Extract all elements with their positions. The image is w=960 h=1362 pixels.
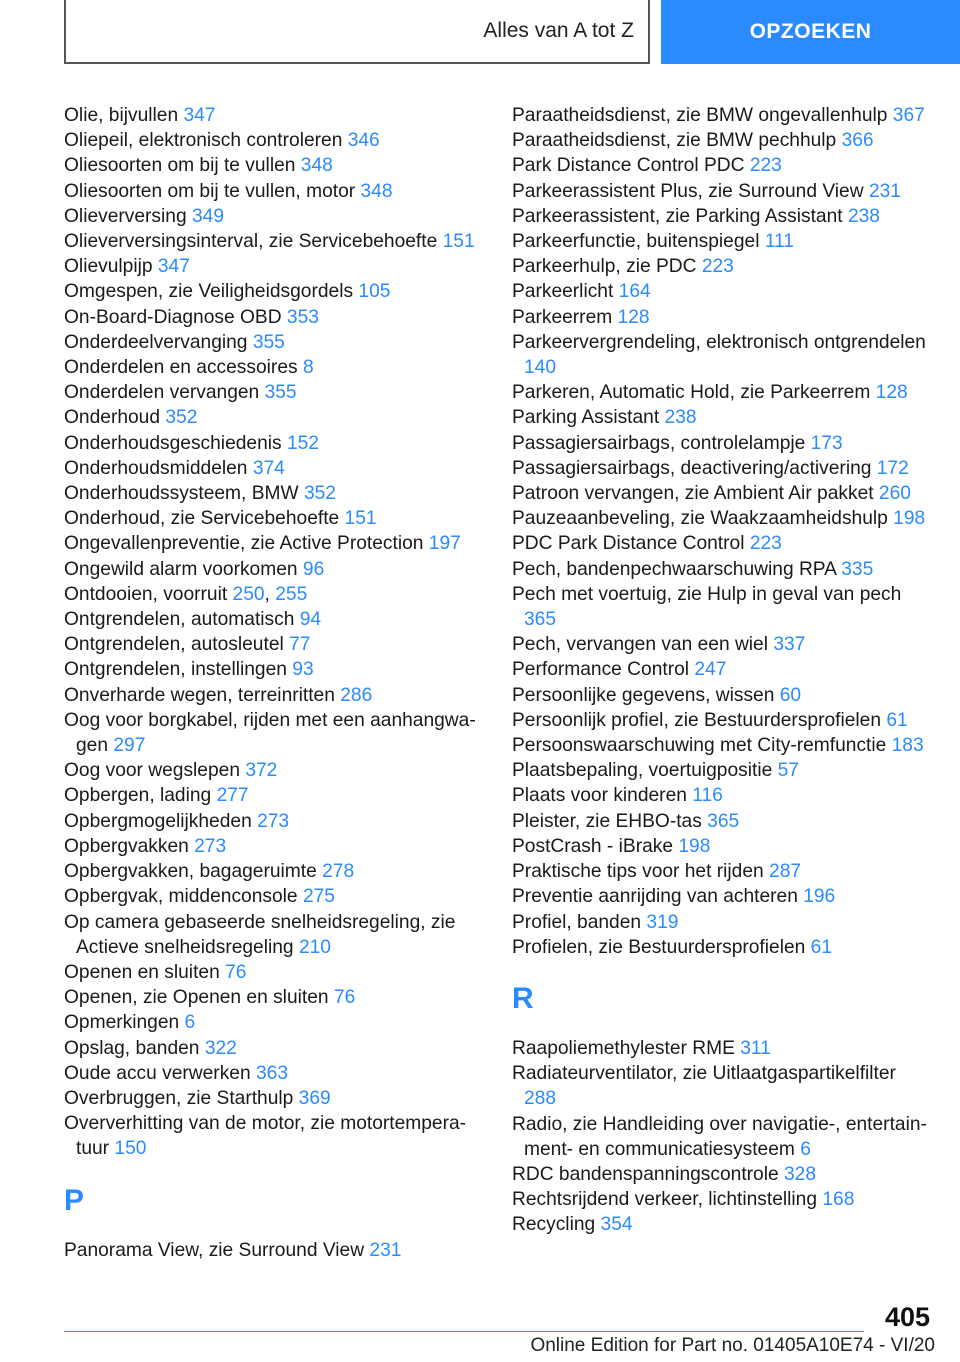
page-reference-link[interactable]: 348 bbox=[300, 155, 333, 177]
index-term: Openen, zie Openen en sluiten bbox=[64, 987, 329, 1009]
index-term: Paraatheidsdienst, zie BMW ongevallenhulp bbox=[512, 105, 888, 126]
page-reference-link[interactable]: 210 bbox=[298, 936, 331, 958]
index-term: Overbruggen, zie Starthulp bbox=[64, 1087, 294, 1109]
index-term: Onderdeelvervanging bbox=[64, 331, 248, 353]
index-term: Performance Control bbox=[512, 659, 690, 681]
index-term: Opmerkingen bbox=[64, 1012, 180, 1034]
page-reference-link[interactable]: 365 bbox=[524, 609, 557, 631]
page-reference-link[interactable]: 77 bbox=[289, 634, 311, 656]
page-reference-link[interactable]: 93 bbox=[292, 659, 314, 681]
index-entry bbox=[512, 456, 932, 481]
index-entry bbox=[512, 935, 932, 960]
page-reference-link[interactable]: 173 bbox=[810, 432, 843, 454]
index-term: Persoonswaarschuwing met City-remfunctie bbox=[512, 735, 887, 757]
index-entry bbox=[64, 607, 484, 632]
index-entry bbox=[64, 1061, 484, 1086]
index-letter-heading: P bbox=[64, 1183, 85, 1217]
index-entry bbox=[64, 985, 484, 1010]
page-reference-link[interactable]: 353 bbox=[286, 306, 319, 328]
index-term: Openen en sluiten bbox=[64, 961, 220, 983]
page-reference-link[interactable]: 347 bbox=[183, 105, 216, 126]
index-entry bbox=[512, 758, 932, 783]
index-term: Pech, vervangen van een wiel bbox=[512, 634, 768, 656]
index-term: Omgespen, zie Veiligheidsgordels bbox=[64, 281, 354, 303]
index-term: On-Board-Diagnose OBD bbox=[64, 306, 282, 328]
index-term: Onverharde wegen, terreinritten bbox=[64, 684, 335, 706]
index-entry bbox=[512, 557, 932, 582]
page-reference-link[interactable]: 151 bbox=[344, 508, 377, 530]
index-entry bbox=[512, 405, 932, 430]
index-entry bbox=[512, 103, 932, 128]
index-entry bbox=[64, 128, 484, 153]
page-reference-link[interactable]: 128 bbox=[617, 306, 650, 328]
index-term: Oververhitting van de motor, zie motortemperatuur bbox=[64, 1113, 467, 1160]
page-reference-link[interactable]: 223 bbox=[749, 155, 782, 177]
index-term: Onderhoudssysteem, BMW bbox=[64, 483, 299, 505]
index-entry bbox=[512, 910, 932, 935]
index-entry bbox=[64, 834, 484, 859]
index-term: Opbergvakken, bagageruimte bbox=[64, 861, 317, 883]
page-reference-link[interactable]: 278 bbox=[322, 861, 355, 883]
index-term: PDC Park Distance Control bbox=[512, 533, 745, 555]
page-reference-link[interactable]: 94 bbox=[299, 609, 322, 631]
page-reference-link[interactable]: 238 bbox=[847, 205, 880, 227]
page-reference-link[interactable]: 60 bbox=[779, 684, 802, 706]
page-reference-link[interactable]: 76 bbox=[333, 987, 356, 1009]
page-reference-link[interactable]: 275 bbox=[302, 886, 335, 908]
index-letter-heading: R bbox=[512, 981, 534, 1015]
index-term: Opbergvak, middenconsole bbox=[64, 886, 298, 908]
page-reference-link[interactable]: 8 bbox=[302, 357, 314, 379]
page-reference-link[interactable]: 346 bbox=[347, 130, 380, 152]
index-term: Ongewild alarm voorkomen bbox=[64, 558, 298, 580]
index-term: Pauzeaanbeveling, zie Waakzaamheidshulp bbox=[512, 508, 888, 530]
index-entry bbox=[512, 128, 932, 153]
page-reference-link[interactable]: 238 bbox=[664, 407, 697, 429]
index-term: Plaats voor kinderen bbox=[512, 785, 687, 807]
index-term: Oog voor borgkabel, rijden met een aanhangwagen bbox=[64, 709, 476, 757]
page-reference-link[interactable]: 105 bbox=[358, 281, 391, 303]
index-term: Olie, bijvullen bbox=[64, 105, 179, 126]
index-entry bbox=[64, 1086, 484, 1111]
page-reference-link[interactable]: 151 bbox=[442, 231, 475, 253]
index-entry bbox=[64, 783, 484, 808]
page-reference-link[interactable]: 355 bbox=[252, 331, 285, 353]
index-term: Pech met voertuig, zie Hulp in geval van pech bbox=[512, 583, 902, 605]
index-term: Oude accu verwerken bbox=[64, 1062, 251, 1084]
index-entry bbox=[64, 1036, 484, 1061]
index-entry bbox=[512, 506, 932, 531]
index-term: Parkeerrem bbox=[512, 306, 613, 328]
index-entry bbox=[512, 204, 932, 229]
page-reference-link[interactable]: 335 bbox=[841, 558, 874, 580]
page-reference-link[interactable]: 287 bbox=[769, 861, 802, 883]
footer-divider bbox=[64, 1331, 864, 1332]
index-entry bbox=[512, 153, 932, 178]
page-reference-link[interactable]: 111 bbox=[764, 231, 794, 253]
index-entry bbox=[64, 305, 484, 330]
index-entry bbox=[512, 481, 932, 506]
index-term: Passagiersairbags, deactivering/activering bbox=[512, 457, 872, 479]
page-reference-link[interactable]: 196 bbox=[803, 886, 836, 908]
index-term: Opbergvakken bbox=[64, 835, 189, 857]
page-reference-link[interactable]: 260 bbox=[878, 483, 911, 505]
index-entry bbox=[512, 1112, 932, 1162]
index-entry bbox=[512, 1061, 932, 1111]
index-entry bbox=[512, 279, 932, 304]
section-tab[interactable] bbox=[64, 0, 650, 64]
search-button-label: OPZOEKEN bbox=[749, 20, 872, 43]
index-entry bbox=[512, 229, 932, 254]
index-term: Ontgrendelen, autosleutel bbox=[64, 634, 284, 656]
page-number: 405 bbox=[884, 1302, 930, 1332]
index-entry bbox=[512, 632, 932, 657]
index-entry bbox=[64, 254, 484, 279]
index-term: Panorama View, zie Surround View bbox=[64, 1239, 365, 1261]
page-reference-link[interactable]: 250 bbox=[232, 583, 265, 605]
page-reference-link[interactable]: 198 bbox=[678, 835, 711, 857]
index-term: Ontgrendelen, automatisch bbox=[64, 609, 295, 631]
index-term: Onderhoudsmiddelen bbox=[64, 457, 248, 479]
index-term: Opbergen, lading bbox=[64, 785, 212, 807]
page-reference-link[interactable]: 140 bbox=[524, 357, 557, 379]
page-reference-link[interactable]: 172 bbox=[876, 457, 909, 479]
edition-text: Online Edition for Part no. 01405A10E74 - VI/20 bbox=[530, 1335, 935, 1356]
index-column-left bbox=[64, 103, 484, 1263]
index-entry bbox=[512, 1187, 932, 1212]
index-entry bbox=[512, 1162, 932, 1187]
page-reference-link[interactable]: 183 bbox=[891, 735, 924, 757]
index-term: Olieverversing bbox=[64, 205, 187, 227]
index-term: Onderhoud, zie Servicebehoefte bbox=[64, 508, 340, 530]
index-entry bbox=[64, 859, 484, 884]
index-term: Profielen, zie Bestuurdersprofielen bbox=[512, 936, 806, 958]
index-term: Persoonlijke gegevens, wissen bbox=[512, 684, 775, 706]
index-term: Oliesoorten om bij te vullen, motor bbox=[64, 180, 356, 202]
page-reference-link[interactable]: 197 bbox=[428, 533, 461, 555]
page-reference-link[interactable]: 57 bbox=[777, 760, 799, 782]
page-reference-link[interactable]: 367 bbox=[892, 105, 925, 126]
index-term: Parkeervergrendeling, elektronisch ontgrendelen bbox=[512, 331, 926, 353]
page-reference-link[interactable]: 61 bbox=[810, 936, 832, 958]
index-term: Opbergmogelijkheden bbox=[64, 810, 252, 832]
index-term: Pleister, zie EHBO-tas bbox=[512, 810, 702, 832]
index-term: Olieverversingsinterval, zie Servicebehoefte bbox=[64, 231, 438, 253]
page-reference-link[interactable]: 352 bbox=[165, 407, 198, 429]
page-reference-link[interactable]: 311 bbox=[740, 1037, 771, 1059]
index-entry bbox=[64, 456, 484, 481]
index-entry bbox=[64, 758, 484, 783]
index-entry bbox=[512, 884, 932, 909]
index-term: Profiel, banden bbox=[512, 911, 642, 933]
index-term: Olievulpijp bbox=[64, 256, 153, 278]
index-term: Plaatsbepaling, voertuigpositie bbox=[512, 760, 773, 782]
page-reference-link[interactable]: 231 bbox=[868, 180, 901, 202]
index-entry bbox=[512, 531, 932, 556]
page-reference-link[interactable]: 273 bbox=[194, 835, 227, 857]
index-entry bbox=[512, 1036, 932, 1061]
index-entry bbox=[64, 632, 484, 657]
index-term: Onderhoud bbox=[64, 407, 161, 429]
index-term: Oliesoorten om bij te vullen bbox=[64, 155, 296, 177]
page-reference-link[interactable]: 347 bbox=[157, 256, 190, 278]
index-entry bbox=[512, 305, 932, 330]
index-entry bbox=[64, 103, 484, 128]
page-reference-link[interactable]: 247 bbox=[694, 659, 727, 681]
index-term: Radiateurventilator, zie Uitlaatgaspartikelfilter bbox=[512, 1063, 896, 1085]
index-term: Parkeerlicht bbox=[512, 281, 614, 303]
index-column-right bbox=[512, 103, 932, 1238]
page-reference-link[interactable]: 297 bbox=[113, 735, 146, 757]
page-reference-link[interactable]: 372 bbox=[245, 760, 278, 782]
index-entry bbox=[64, 1111, 484, 1161]
index-entry bbox=[512, 683, 932, 708]
index-term: Ongevallenpreventie, zie Active Protection bbox=[64, 533, 424, 555]
page-reference-link[interactable]: 322 bbox=[204, 1037, 237, 1059]
index-term: Parkeren, Automatic Hold, zie Parkeerrem bbox=[512, 382, 871, 404]
page-reference-link[interactable]: 363 bbox=[255, 1062, 288, 1084]
index-term: Radio, zie Handleiding over navigatie-, entertainment- en communicatiesysteem bbox=[512, 1113, 927, 1160]
index-entry bbox=[64, 884, 484, 909]
index-term: Onderhoudsgeschiedenis bbox=[64, 432, 282, 454]
index-entry bbox=[64, 330, 484, 355]
index-entry bbox=[64, 431, 484, 456]
index-entry bbox=[64, 708, 484, 758]
page-reference-link[interactable]: 6 bbox=[184, 1012, 196, 1034]
index-entry bbox=[64, 531, 484, 556]
index-entry bbox=[512, 733, 932, 758]
index-term: Passagiersairbags, controlelampje bbox=[512, 432, 806, 454]
index-entry bbox=[512, 330, 932, 380]
index-term: Opslag, banden bbox=[64, 1037, 200, 1059]
index-entry bbox=[512, 708, 932, 733]
page-reference-link[interactable]: 349 bbox=[191, 205, 224, 227]
index-term: Parkeerhulp, zie PDC bbox=[512, 256, 697, 278]
index-term: Pech, bandenpechwaarschuwing RPA bbox=[512, 558, 836, 580]
index-entry bbox=[512, 1212, 932, 1237]
index-entry bbox=[64, 153, 484, 178]
page-reference-link[interactable]: 328 bbox=[784, 1163, 817, 1185]
page-reference-link[interactable]: 150 bbox=[114, 1138, 147, 1160]
page-reference-link[interactable]: 366 bbox=[841, 130, 874, 152]
index-entry bbox=[512, 380, 932, 405]
index-term: Raapoliemethylester RME bbox=[512, 1037, 735, 1059]
page-reference-link[interactable]: 96 bbox=[302, 558, 325, 580]
page-reference-link[interactable]: 365 bbox=[707, 810, 740, 832]
page-reference-link[interactable]: 319 bbox=[646, 911, 679, 933]
page-reference-link[interactable]: 61 bbox=[886, 709, 908, 731]
search-button[interactable] bbox=[661, 0, 960, 64]
page-reference-link[interactable]: 354 bbox=[600, 1214, 633, 1236]
index-entry bbox=[64, 657, 484, 682]
index-term: Onderdelen vervangen bbox=[64, 382, 260, 404]
index-term: RDC bandenspanningscontrole bbox=[512, 1163, 779, 1185]
index-entry bbox=[512, 859, 932, 884]
index-term: Oliepeil, elektronisch controleren bbox=[64, 130, 343, 152]
page-reference-link[interactable]: 337 bbox=[773, 634, 806, 656]
index-term: Parkeerfunctie, buitenspiegel bbox=[512, 231, 760, 253]
page-reference-link[interactable]: 273 bbox=[257, 810, 290, 832]
index-entry bbox=[64, 380, 484, 405]
index-term: Ontdooien, voorruit bbox=[64, 583, 228, 605]
index-entry bbox=[64, 179, 484, 204]
page-reference-link[interactable]: 352 bbox=[303, 483, 336, 505]
page-reference-link[interactable]: 355 bbox=[264, 382, 297, 404]
index-term: Praktische tips voor het rijden bbox=[512, 861, 764, 883]
index-term: Ontgrendelen, instellingen bbox=[64, 659, 287, 681]
page-reference-link[interactable]: 168 bbox=[822, 1189, 855, 1211]
index-entry bbox=[64, 809, 484, 834]
index-entry bbox=[64, 506, 484, 531]
page-reference-link[interactable]: 288 bbox=[524, 1088, 557, 1110]
index-term: PostCrash - iBrake bbox=[512, 835, 674, 857]
page-reference-link[interactable]: 348 bbox=[360, 180, 393, 202]
index-entry bbox=[64, 683, 484, 708]
page-reference-link[interactable]: 152 bbox=[286, 432, 319, 454]
index-term: Preventie aanrijding van achteren bbox=[512, 886, 798, 908]
page-reference-link[interactable]: 277 bbox=[216, 785, 249, 807]
page-reference-link[interactable]: 369 bbox=[298, 1087, 331, 1109]
index-entry bbox=[64, 204, 484, 229]
index-term: Persoonlijk profiel, zie Bestuurdersprofielen bbox=[512, 709, 882, 731]
index-entry bbox=[64, 229, 484, 254]
page-reference-link[interactable]: 286 bbox=[340, 684, 373, 706]
index-term: Rechtsrijdend verkeer, lichtinstelling bbox=[512, 1189, 818, 1211]
index-entry bbox=[512, 179, 932, 204]
page-reference-link[interactable]: 374 bbox=[252, 457, 285, 479]
index-term: Patroon vervangen, zie Ambient Air pakket bbox=[512, 483, 874, 505]
index-entry bbox=[64, 355, 484, 380]
page-reference-link[interactable]: 128 bbox=[875, 382, 908, 404]
page-reference-link[interactable]: 116 bbox=[692, 785, 723, 807]
index-term: Onderdelen en accessoires bbox=[64, 357, 298, 379]
index-term: Parking Assistant bbox=[512, 407, 660, 429]
page-reference-link[interactable]: 231 bbox=[369, 1239, 402, 1261]
index-entry bbox=[512, 834, 932, 859]
section-tab-label: Alles van A tot Z bbox=[483, 19, 634, 42]
index-entry bbox=[512, 657, 932, 682]
index-entry bbox=[64, 1238, 484, 1263]
page-reference-link[interactable]: 6 bbox=[800, 1138, 811, 1160]
index-entry bbox=[64, 279, 484, 304]
page-reference-link[interactable]: 164 bbox=[618, 281, 651, 303]
index-entry bbox=[512, 809, 932, 834]
index-entry bbox=[64, 960, 484, 985]
index-entry bbox=[512, 431, 932, 456]
index-term: Paraatheidsdienst, zie BMW pechhulp bbox=[512, 130, 837, 152]
index-term: Op camera gebaseerde snelheidsregeling, zie Actieve snelheidsregeling bbox=[64, 911, 456, 958]
index-entry bbox=[64, 910, 484, 960]
page-reference-link[interactable]: 223 bbox=[701, 256, 734, 278]
page-reference-link[interactable]: 223 bbox=[749, 533, 782, 555]
index-entry bbox=[512, 783, 932, 808]
index-term: Park Distance Control PDC bbox=[512, 155, 745, 177]
page-reference-link[interactable]: 255 bbox=[275, 583, 308, 605]
index-entry: Ontdooien, voorruit 250, 255 bbox=[64, 583, 308, 605]
index-entry bbox=[64, 1010, 484, 1035]
index-term: Parkeerassistent, zie Parking Assistant bbox=[512, 205, 843, 227]
index-term: Parkeerassistent Plus, zie Surround View bbox=[512, 180, 864, 202]
index-term: Oog voor wegslepen bbox=[64, 760, 240, 782]
index-entry bbox=[64, 405, 484, 430]
index-entry bbox=[512, 582, 932, 632]
index-entry bbox=[64, 481, 484, 506]
index-term: Recycling bbox=[512, 1214, 596, 1236]
index-entry bbox=[512, 254, 932, 279]
page-reference-link[interactable]: 76 bbox=[225, 961, 247, 983]
page-reference-link[interactable]: 198 bbox=[893, 508, 926, 530]
index-entry bbox=[64, 557, 484, 582]
